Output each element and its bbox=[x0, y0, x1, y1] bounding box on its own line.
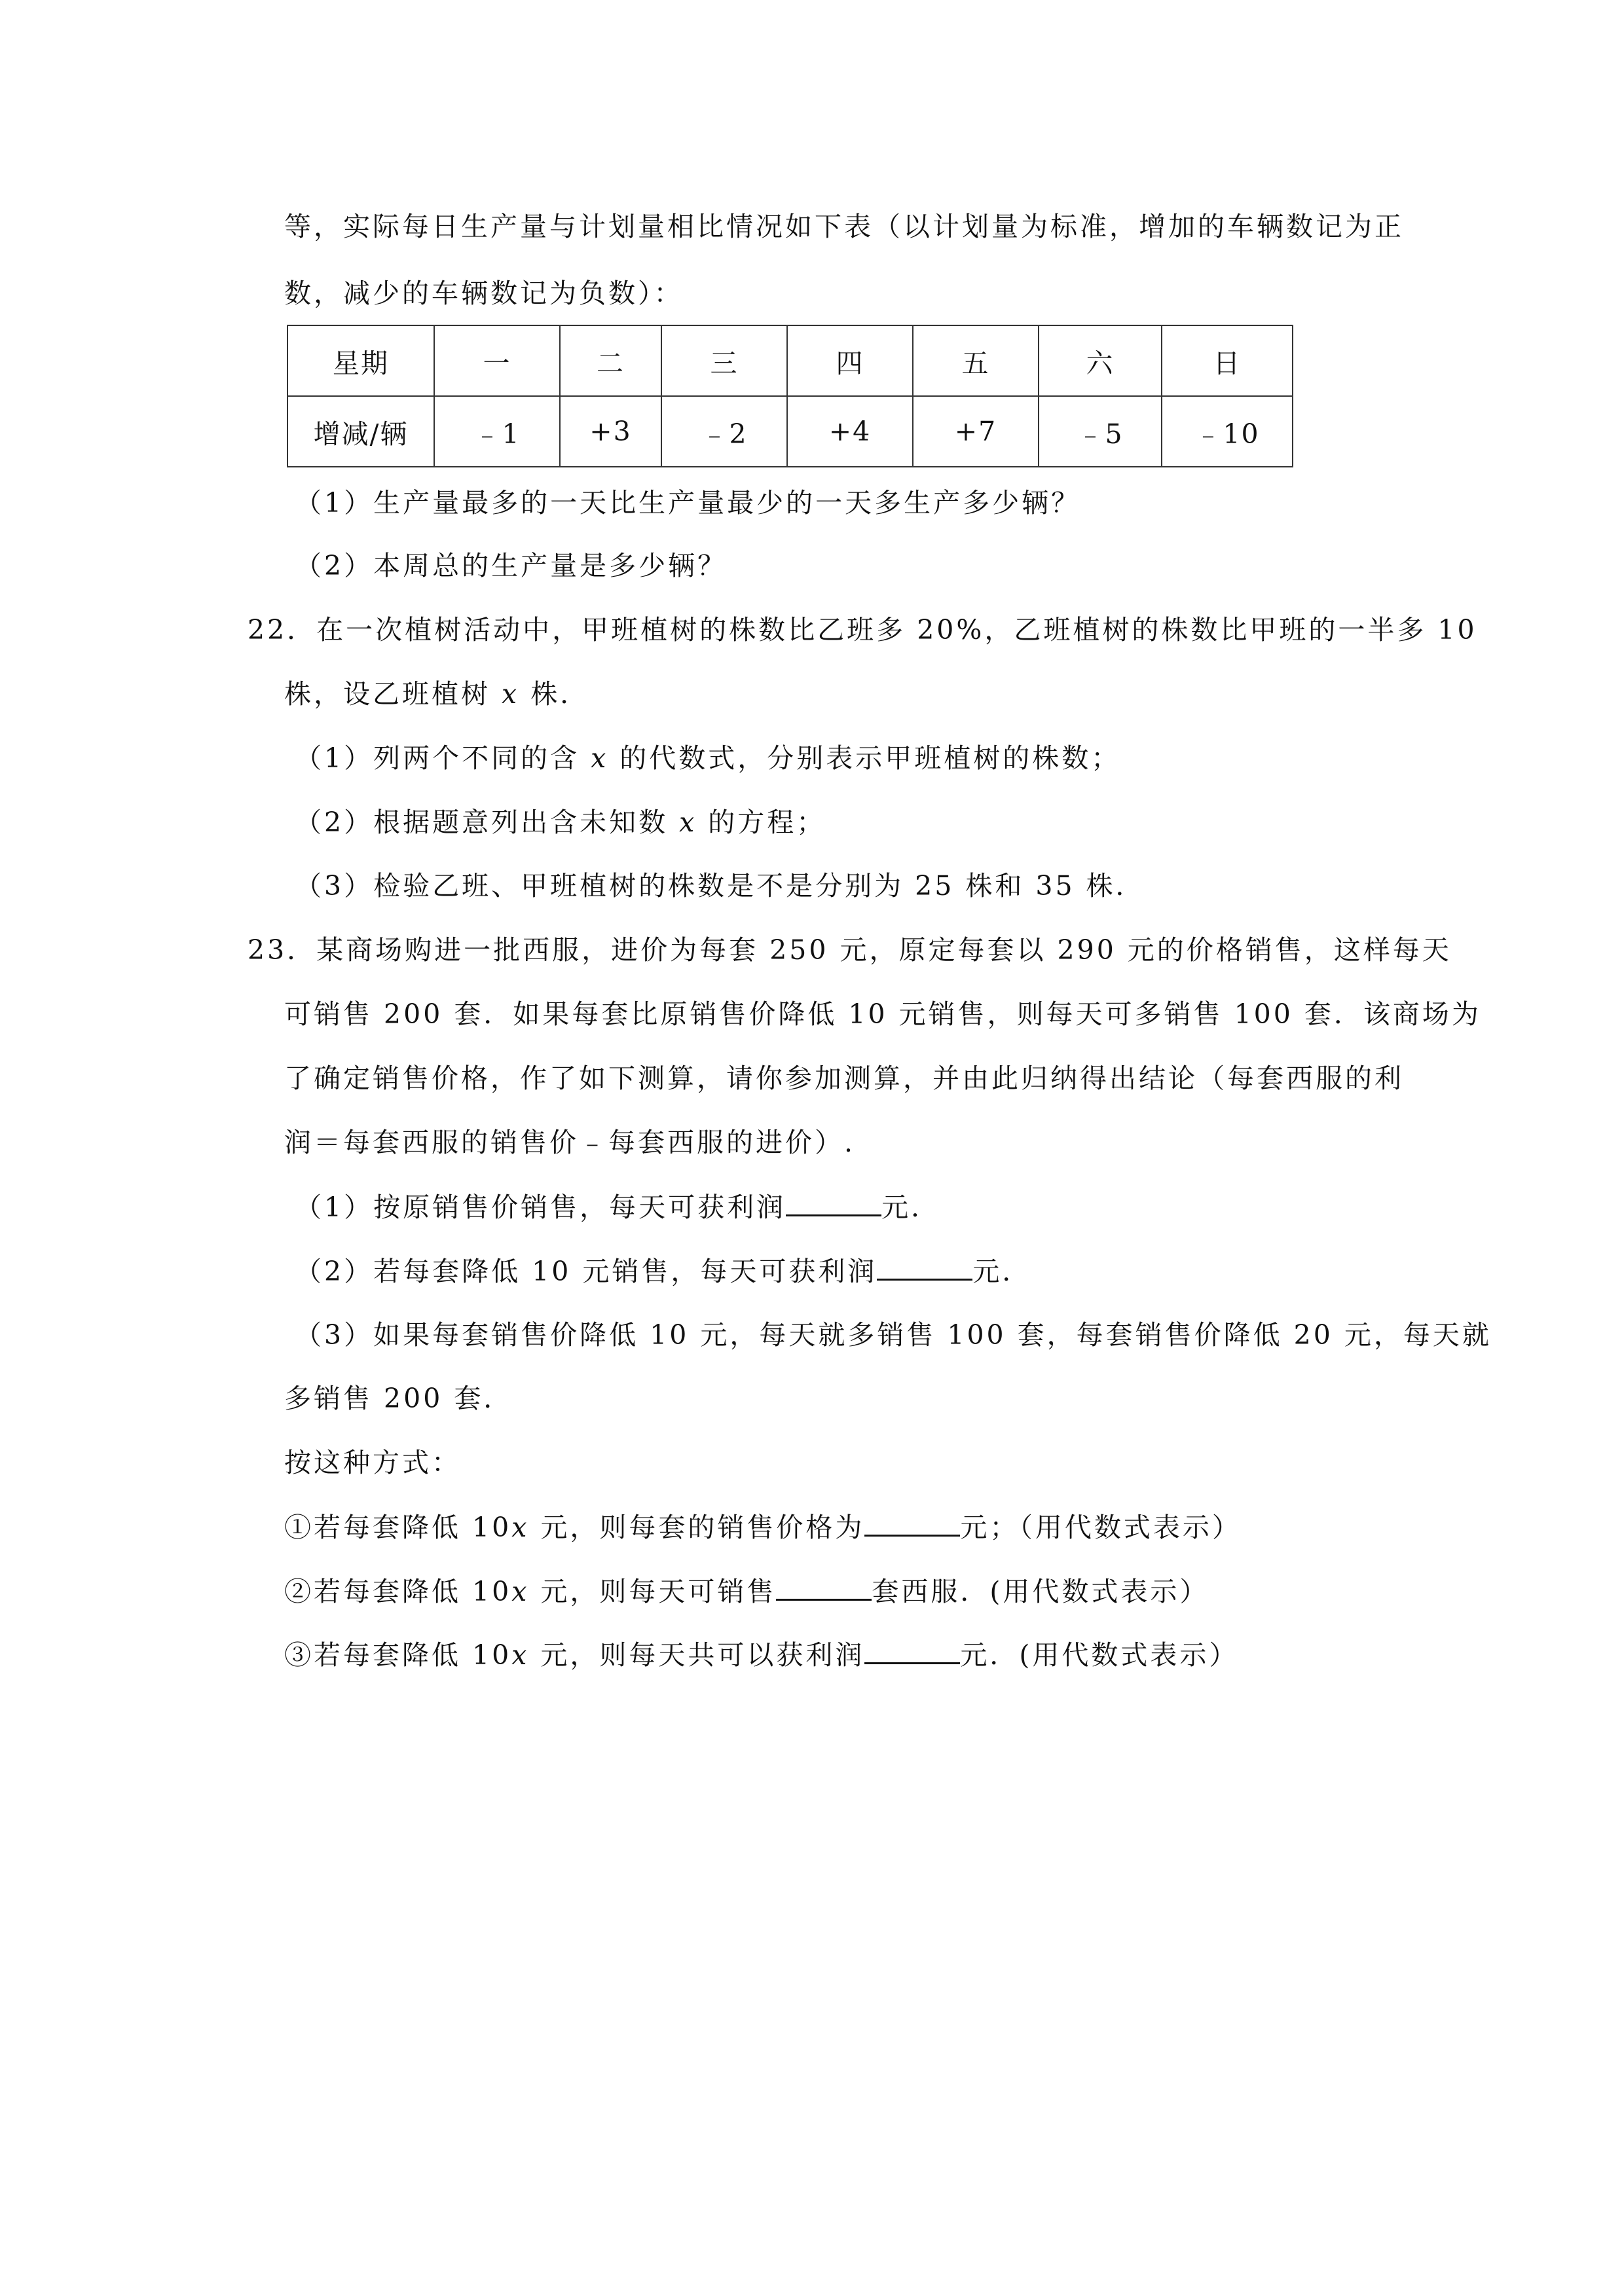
table-cell: 四 bbox=[787, 325, 913, 396]
q23-sub2: （2）若每套降低 10 元销售，每天可获利润 元． bbox=[295, 1252, 1031, 1290]
answer-blank[interactable] bbox=[877, 1252, 972, 1281]
table-cell: 三 bbox=[661, 325, 787, 396]
q22-sub1: （1）列两个不同的含 x 的代数式，分别表示甲班植树的株数； bbox=[295, 742, 1121, 774]
answer-blank[interactable] bbox=[864, 1636, 960, 1664]
q22-line-2: 株，设乙班植树 x 株． bbox=[284, 678, 590, 710]
q23-line-2: 可销售 200 套．如果每套比原销售价降低 10 元销售，则每天可多销售 100 套．该商场为 bbox=[284, 998, 1481, 1030]
q23-case-3: ③若每套降低 10x 元，则每天共可以获利润 元．(用代数式表示） bbox=[284, 1636, 1238, 1673]
answer-blank[interactable] bbox=[776, 1573, 872, 1601]
table-header-row bbox=[287, 325, 1293, 396]
table-cell: 增减/辆 bbox=[287, 396, 434, 467]
table-cell: 五 bbox=[913, 325, 1039, 396]
q23-sub3-line-1: （3）如果每套销售价降低 10 元，每天就多销售 100 套，每套销售价降低 20 元，每天就 bbox=[295, 1319, 1492, 1351]
table-cell: ﹣2 bbox=[661, 396, 787, 467]
table-cell: ﹣5 bbox=[1039, 396, 1162, 467]
answer-blank[interactable] bbox=[864, 1508, 960, 1537]
q23-sub3-line-2: 多销售 200 套． bbox=[284, 1383, 513, 1414]
table-cell: 星期 bbox=[287, 325, 434, 396]
q23-line-3: 了确定销售价格，作了如下测算，请你参加测算，并由此归纳得出结论（每套西服的利 bbox=[284, 1063, 1404, 1094]
q22-sub2: （2）根据题意列出含未知数 x 的方程； bbox=[295, 807, 826, 838]
table-cell: 日 bbox=[1162, 325, 1293, 396]
q21-sub2: （2）本周总的生产量是多少辆？ bbox=[295, 550, 728, 581]
table-cell: +4 bbox=[787, 396, 913, 467]
answer-blank[interactable] bbox=[786, 1188, 881, 1216]
table-cell: 一 bbox=[434, 325, 560, 396]
table-row bbox=[287, 396, 1293, 467]
q21-sub1: （1）生产量最多的一天比生产量最少的一天多生产多少辆？ bbox=[295, 487, 1081, 519]
table-cell: ﹣1 bbox=[434, 396, 560, 467]
table-cell: 二 bbox=[560, 325, 661, 396]
intro-line-2: 数，减少的车辆数记为负数）： bbox=[284, 278, 684, 309]
table-cell: 六 bbox=[1039, 325, 1162, 396]
intro-line-1: 等，实际每日生产量与计划量相比情况如下表（以计划量为标准，增加的车辆数记为正 bbox=[284, 211, 1404, 242]
q23-method: 按这种方式： bbox=[284, 1447, 461, 1478]
q23-sub1: （1）按原销售价销售，每天可获利润 元． bbox=[295, 1188, 940, 1226]
production-table bbox=[287, 325, 1293, 467]
q22-sub3: （3）检验乙班、甲班植树的株数是不是分别为 25 株和 35 株． bbox=[295, 870, 1145, 902]
q23-line-4: 润＝每套西服的销售价﹣每套西服的进价）. bbox=[284, 1127, 856, 1158]
table-cell: +3 bbox=[560, 396, 661, 467]
q23-line-1: 23．某商场购进一批西服，进价为每套 250 元，原定每套以 290 元的价格销售，这样每天 bbox=[248, 934, 1452, 966]
q22-line-1: 22．在一次植树活动中，甲班植树的株数比乙班多 20%，乙班植树的株数比甲班的一半多 10 bbox=[248, 614, 1477, 646]
table-cell: ﹣10 bbox=[1162, 396, 1293, 467]
table-cell: +7 bbox=[913, 396, 1039, 467]
q23-case-1: ①若每套降低 10x 元，则每套的销售价格为 元；（用代数式表示） bbox=[284, 1508, 1242, 1546]
q23-case-2: ②若每套降低 10x 元，则每天可销售 套西服．(用代数式表示） bbox=[284, 1573, 1209, 1610]
